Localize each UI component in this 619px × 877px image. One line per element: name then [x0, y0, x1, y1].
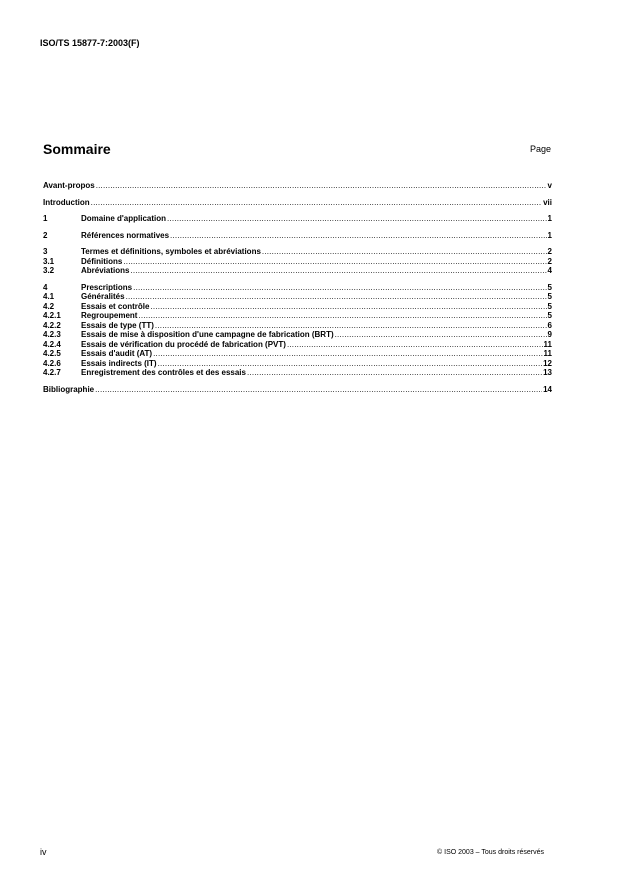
- toc-entry[interactable]: [43, 302, 552, 312]
- table-of-contents: [43, 181, 552, 394]
- toc-spacer: [43, 276, 552, 283]
- toc-entry-page: 5: [547, 311, 552, 320]
- toc-spacer: [43, 378, 552, 385]
- toc-entry-title: Prescriptions: [81, 282, 133, 292]
- toc-entry-title: Introduction: [43, 197, 90, 207]
- toc-entry[interactable]: [43, 321, 552, 331]
- toc-entry-title: Essais de mise à disposition d'une campagne de fabrication (BRT): [81, 330, 334, 339]
- toc-leader-dots: [167, 214, 547, 224]
- toc-entry-number: 4.2.5: [43, 349, 61, 358]
- toc-entry-number: 4.2.6: [43, 358, 61, 368]
- page-number: iv: [40, 847, 47, 857]
- toc-entry-number: 4: [43, 282, 48, 292]
- toc-entry-number: 3.2: [43, 266, 55, 275]
- toc-entry[interactable]: [43, 359, 552, 369]
- toc-entry-title: Essais de vérification du procédé de fabrication (PVT): [81, 339, 286, 349]
- toc-entry-title: Enregistrement des contrôles et des essais: [81, 368, 246, 377]
- toc-entry-title: Références normatives: [81, 230, 170, 240]
- toc-entry[interactable]: [43, 181, 552, 191]
- toc-entry-title: Termes et définitions, symboles et abréviations: [81, 247, 261, 256]
- toc-entry[interactable]: [43, 385, 552, 395]
- toc-entry-title: Avant-propos: [43, 181, 95, 190]
- toc-entry-title: Essais et contrôle: [81, 301, 150, 311]
- toc-leader-dots: [96, 181, 547, 191]
- toc-leader-dots: [91, 198, 542, 208]
- toc-entry[interactable]: [43, 368, 552, 378]
- toc-entry-page: 11: [543, 339, 552, 349]
- toc-entry-title: Essais indirects (IT): [81, 358, 157, 368]
- toc-entry-page: v: [547, 181, 552, 190]
- toc-leader-dots: [133, 283, 546, 293]
- toc-entry-page: 14: [543, 384, 552, 394]
- toc-entry-page: 4: [547, 266, 552, 275]
- toc-entry-page: vii: [543, 197, 552, 207]
- toc-entry-page: 1: [547, 214, 552, 223]
- toc-leader-dots: [153, 349, 542, 359]
- toc-entry-number: 4.2.3: [43, 330, 61, 339]
- page-column-label: Page: [529, 144, 551, 154]
- toc-spacer: [43, 207, 552, 214]
- toc-entry-title: Abréviations: [81, 266, 130, 275]
- toc-entry[interactable]: [43, 340, 552, 350]
- toc-leader-dots: [155, 321, 547, 331]
- toc-entry-page: 2: [547, 256, 552, 266]
- toc-entry-number: 1: [43, 214, 48, 223]
- toc-entry-number: 4.2.7: [43, 368, 61, 377]
- toc-leader-dots: [335, 330, 547, 340]
- toc-leader-dots: [170, 231, 547, 241]
- toc-entry[interactable]: [43, 266, 552, 276]
- toc-entry[interactable]: [43, 198, 552, 208]
- toc-entry-page: 5: [547, 292, 552, 301]
- toc-entry[interactable]: [43, 283, 552, 293]
- toc-entry-number: 3.1: [43, 256, 55, 266]
- toc-entry[interactable]: [43, 257, 552, 267]
- toc-entry-title: Définitions: [81, 256, 123, 266]
- toc-entry-number: 4.2.1: [43, 311, 61, 320]
- toc-entry-number: 4.2.4: [43, 339, 61, 349]
- document-id: ISO/TS 15877-7:2003(F): [40, 38, 140, 48]
- toc-entry-page: 9: [547, 330, 552, 339]
- toc-entry[interactable]: [43, 330, 552, 340]
- toc-title: Sommaire: [43, 141, 111, 157]
- toc-entry-page: 2: [547, 247, 552, 256]
- toc-entry[interactable]: [43, 247, 552, 257]
- toc-entry-title: Bibliographie: [43, 384, 95, 394]
- copyright-notice: © ISO 2003 – Tous droits réservés: [437, 849, 544, 856]
- toc-entry-page: 1: [547, 230, 552, 240]
- toc-leader-dots: [150, 302, 546, 312]
- toc-spacer: [43, 224, 552, 231]
- toc-entry-number: 2: [43, 230, 48, 240]
- toc-entry-title: Regroupement: [81, 311, 138, 320]
- toc-entry[interactable]: [43, 231, 552, 241]
- toc-leader-dots: [123, 257, 546, 267]
- toc-entry-number: 4.1: [43, 292, 55, 301]
- toc-entry[interactable]: [43, 214, 552, 224]
- toc-leader-dots: [95, 385, 542, 395]
- toc-leader-dots: [262, 247, 547, 257]
- toc-entry-page: 5: [547, 301, 552, 311]
- toc-leader-dots: [158, 359, 543, 369]
- toc-spacer: [43, 191, 552, 198]
- toc-entry[interactable]: [43, 311, 552, 321]
- toc-leader-dots: [287, 340, 543, 350]
- toc-leader-dots: [138, 311, 546, 321]
- toc-entry-number: 4.2: [43, 301, 55, 311]
- toc-leader-dots: [247, 368, 542, 378]
- toc-leader-dots: [126, 292, 547, 302]
- toc-spacer: [43, 240, 552, 247]
- toc-entry[interactable]: [43, 292, 552, 302]
- toc-entry-title: Essais d'audit (AT): [81, 349, 153, 358]
- toc-entry-title: Domaine d'application: [81, 214, 167, 223]
- toc-entry-page: 5: [547, 282, 552, 292]
- toc-entry-number: 3: [43, 247, 48, 256]
- toc-entry[interactable]: [43, 349, 552, 359]
- toc-entry-page: 11: [543, 349, 552, 358]
- toc-entry-page: 13: [543, 368, 552, 377]
- toc-entry-page: 12: [543, 358, 552, 368]
- toc-entry-page: 6: [547, 320, 552, 330]
- toc-leader-dots: [130, 266, 546, 276]
- toc-entry-number: 4.2.2: [43, 320, 61, 330]
- toc-entry-title: Essais de type (TT): [81, 320, 154, 330]
- toc-entry-title: Généralités: [81, 292, 125, 301]
